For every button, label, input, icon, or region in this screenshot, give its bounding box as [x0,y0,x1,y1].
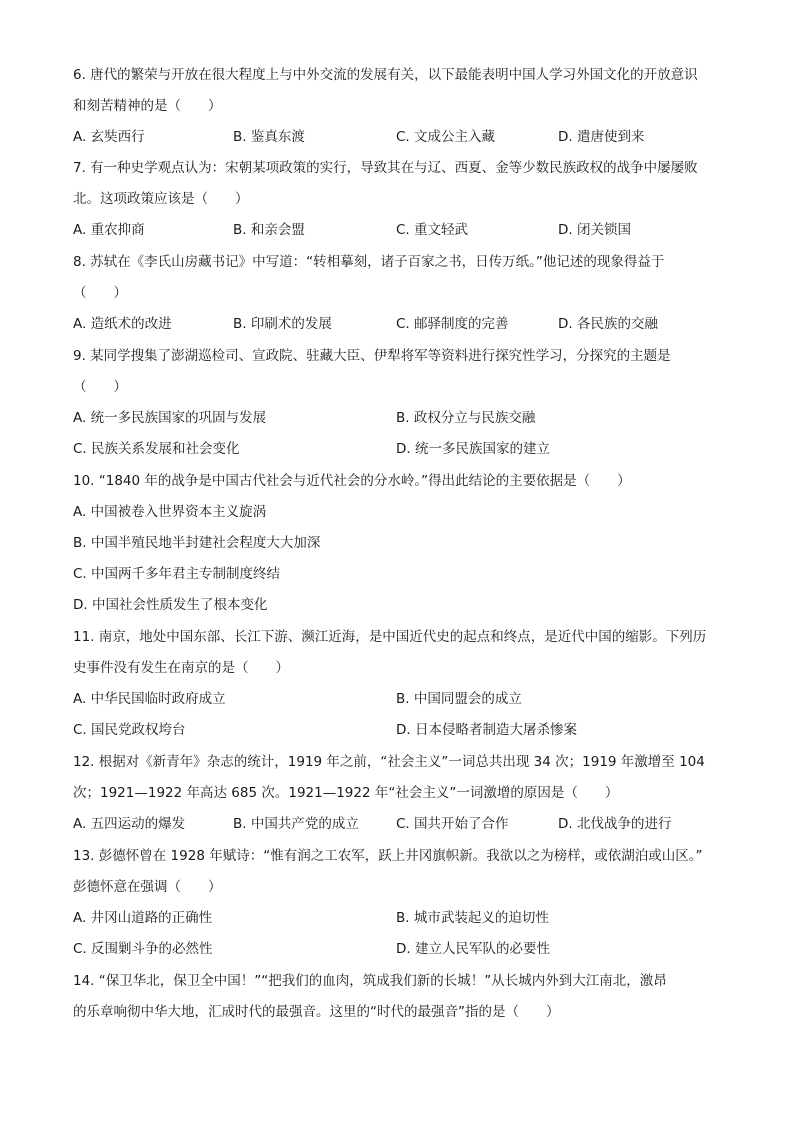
question-10 [73,466,733,621]
question-7 [73,153,733,246]
options-row [73,215,733,246]
options-row [73,715,733,746]
question-stem-line: 12. 根据对《新青年》杂志的统计，1919 年之前，“社会主义”一词总共出现 34 次；1919 年激增至 104 [73,754,705,770]
question-stem-line: 次；1921—1922 年高达 685 次。1921—1922 年“社会主义”一词激增的原因是（ ） [73,785,619,801]
option-b: B. 鉴真东渡 [233,129,305,145]
option-d: D. 建立人民军队的必要性 [396,941,550,957]
options-row [73,903,733,934]
question-stem-line: 的乐章响彻中华大地，汇成时代的最强音。这里的“时代的最强音”指的是（ ） [73,1004,560,1020]
option-a: A. 玄奘西行 [73,129,145,145]
question-stem-line: 10. “1840 年的战争是中国古代社会与近代社会的分水岭。”得出此结论的主要依据是（ ） [73,473,631,489]
options-row [73,309,733,340]
question-stem-line: （ ） [73,379,127,395]
option-b: B. 印刷术的发展 [233,316,332,332]
question-stem-line: 史事件没有发生在南京的是（ ） [73,660,289,676]
question-stem-line: 北。这项政策应该是（ ） [73,191,249,207]
option-a: A. 五四运动的爆发 [73,816,186,832]
option-d: D. 统一多民族国家的建立 [396,441,550,457]
option-c: C. 国共开始了合作 [396,816,509,832]
option-b: B. 中国同盟会的成立 [396,691,522,707]
options-row [73,590,733,621]
question-stem-line: 6. 唐代的繁荣与开放在很大程度上与中外交流的发展有关，以下最能表明中国人学习外国文化的开放意识 [73,67,698,83]
option-c: C. 中国两千多年君主专制制度终结 [73,566,281,582]
question-13 [73,841,733,965]
option-a: A. 中国被卷入世界资本主义旋涡 [73,504,267,520]
option-d: D. 北伐战争的进行 [558,816,672,832]
options-row [73,403,733,434]
question-stem-line: 彭德怀意在强调（ ） [73,879,222,895]
option-b: B. 政权分立与民族交融 [396,410,536,426]
question-stem-line: 9. 某同学搜集了澎湖巡检司、宣政院、驻藏大臣、伊犁将军等资料进行探究性学习，分探究的主题是 [73,348,671,364]
options-row [73,934,733,965]
options-row [73,684,733,715]
option-d: D. 中国社会性质发生了根本变化 [73,597,268,613]
option-b: B. 城市武装起义的迫切性 [396,910,549,926]
option-c: C. 邮驿制度的完善 [396,316,509,332]
question-stem-line: 11. 南京，地处中国东部、长江下游、濒江近海，是中国近代史的起点和终点，是近代中国的缩影。下列历 [73,629,707,645]
question-12 [73,747,733,840]
question-stem-line: 7. 有一种史学观点认为：宋朝某项政策的实行，导致其在与辽、西夏、金等少数民族政权的战争中屡屡败 [73,160,698,176]
options-row [73,434,733,465]
question-11 [73,622,733,746]
option-a: A. 统一多民族国家的巩固与发展 [73,410,267,426]
option-a: A. 井冈山道路的正确性 [73,910,213,926]
question-14 [73,966,733,1028]
options-row [73,122,733,153]
option-d: D. 各民族的交融 [558,316,658,332]
option-d: D. 日本侵略者制造大屠杀惨案 [396,722,577,738]
option-c: C. 国民党政权垮台 [73,722,186,738]
option-b: B. 和亲会盟 [233,222,305,238]
question-6 [73,60,733,153]
option-d: D. 遣唐使到来 [558,129,645,145]
option-a: A. 重农抑商 [73,222,145,238]
option-c: C. 文成公主入藏 [396,129,496,145]
options-row [73,559,733,590]
question-stem-line: 14. “保卫华北，保卫全中国！”“把我们的血肉，筑成我们新的长城！”从长城内外到大江南北，激昂 [73,973,667,989]
question-stem-line: 和刻苦精神的是（ ） [73,98,222,114]
question-stem-line: 13. 彭德怀曾在 1928 年赋诗：“惟有润之工农军，跃上井冈旗帜新。我欲以之为榜样，或依湖泊或山区。” [73,848,703,864]
question-9 [73,341,733,465]
option-a: A. 中华民国临时政府成立 [73,691,226,707]
options-row [73,528,733,559]
question-stem-line: （ ） [73,285,127,301]
option-b: B. 中国共产党的成立 [233,816,359,832]
option-d: D. 闭关锁国 [558,222,631,238]
option-a: A. 造纸术的改进 [73,316,172,332]
option-c: C. 重文轻武 [396,222,469,238]
option-c: C. 民族关系发展和社会变化 [73,441,240,457]
option-c: C. 反围剿斗争的必然性 [73,941,213,957]
options-row [73,809,733,840]
question-stem-line: 8. 苏轼在《李氏山房藏书记》中写道：“转相摹刻，诸子百家之书，日传万纸。”他记述的现象得益于 [73,254,665,270]
option-b: B. 中国半殖民地半封建社会程度大大加深 [73,535,321,551]
options-row [73,497,733,528]
question-8 [73,247,733,340]
